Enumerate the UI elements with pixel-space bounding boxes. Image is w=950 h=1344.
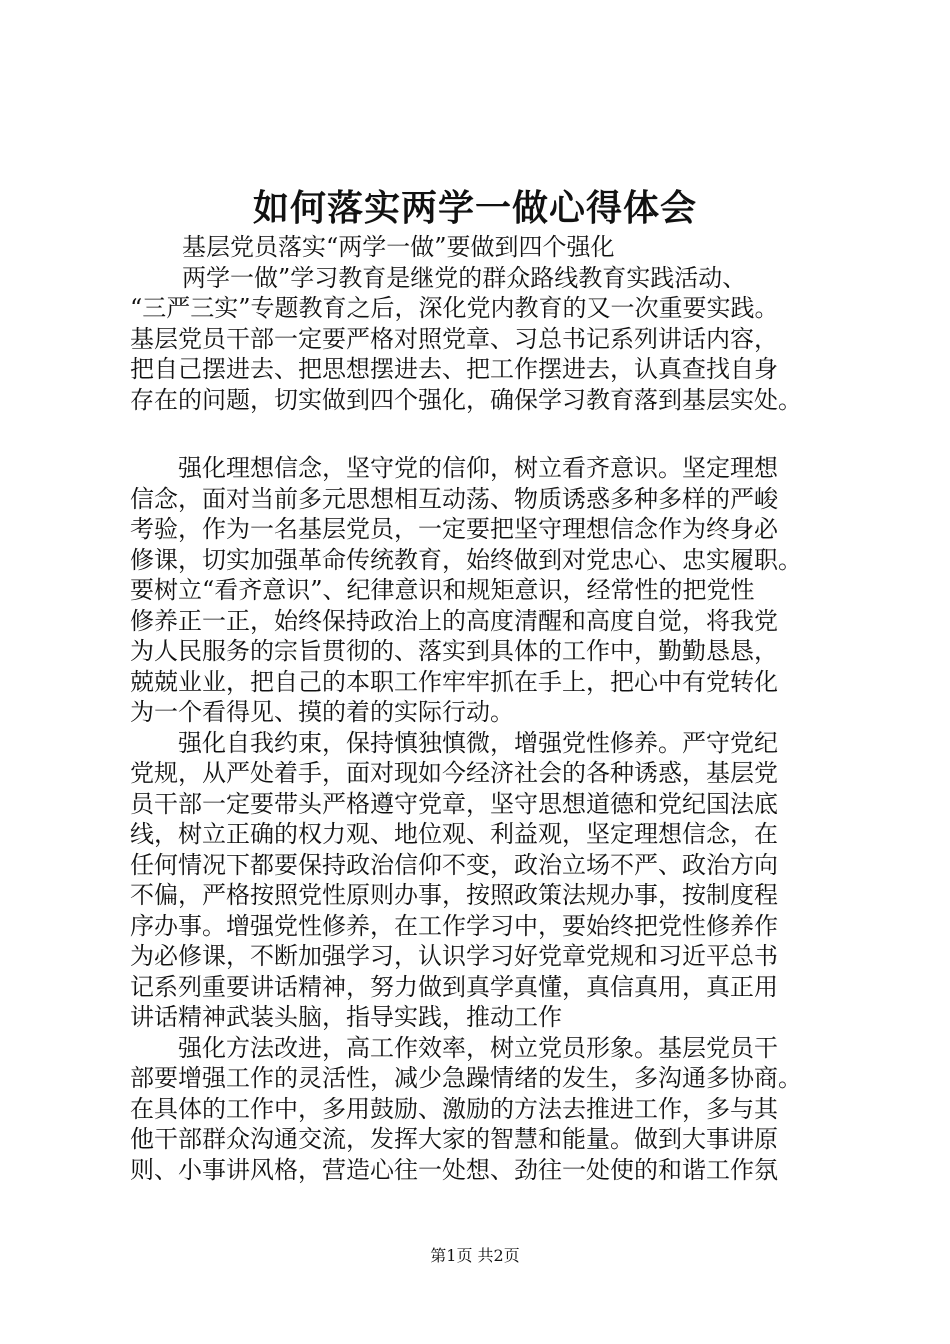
paragraph-line: 考验，作为一名基层党员，一定要把坚守理想信念作为终身必 (130, 515, 778, 543)
paragraph-line: 不偏，严格按照党性原则办事，按照政策法规办事，按制度程 (130, 881, 778, 909)
paragraph-line: 存在的问题，切实做到四个强化，确保学习教育落到基层实处。 (130, 385, 802, 414)
paragraph-line: 修养正一正，始终保持政治上的高度清醒和高度自觉，将我党 (130, 606, 778, 635)
paragraph-line: “三严三实”专题教育之后，深化党内教育的又一次重要实践。 (130, 294, 779, 322)
paragraph-line: 强化理想信念，坚守党的信仰，树立看齐意识。坚定理想 (178, 454, 778, 482)
paragraph-line: 为一个看得见、摸的着的实际行动。 (130, 698, 514, 726)
paragraph-line: 任何情况下都要保持政治信仰不变，政治立场不严、政治方向 (130, 850, 778, 879)
paragraph-line: 为必修课，不断加强学习，认识学习好党章党规和习近平总书 (130, 942, 778, 970)
paragraph-line: 为人民服务的宗旨贯彻的、落实到具体的工作中，勤勤恳恳， (130, 637, 778, 665)
paragraph-line: 记系列重要讲话精神，努力做到真学真懂，真信真用，真正用 (130, 972, 778, 1001)
paragraph-line: 员干部一定要带头严格遵守党章，坚守思想道德和党纪国法底 (130, 789, 778, 818)
paragraph-line: 把自己摆进去、把思想摆进去、把工作摆进去，认真查找自身 (130, 355, 778, 383)
paragraph-line: 线，树立正确的权力观、地位观、利益观，坚定理想信念，在 (130, 820, 778, 848)
paragraph-line: 讲话精神武装头脑，指导实践，推动工作 (130, 1003, 562, 1031)
section-heading: 基层党员落实“两学一做”要做到四个强化 (182, 233, 615, 261)
page-footer: 第1页 共2页 (430, 1246, 520, 1265)
paragraph-line: 兢兢业业，把自己的本职工作牢牢抓在手上，把心中有党转化 (130, 667, 778, 696)
paragraph-line: 要树立“看齐意识”、纪律意识和规矩意识，经常性的把党性 (130, 576, 755, 604)
paragraph-line: 修课，切实加强革命传统教育，始终做到对党忠心、忠实履职。 (130, 545, 802, 574)
paragraph-line: 两学一做”学习教育是继党的群众路线教育实践活动、 (182, 263, 747, 292)
paragraph-line: 部要增强工作的灵活性，减少急躁情绪的发生，多沟通多协商。 (130, 1064, 802, 1092)
paragraph-line: 序办事。增强党性修养，在工作学习中，要始终把党性修养作 (130, 911, 778, 940)
paragraph-line: 他干部群众沟通交流，发挥大家的智慧和能量。做到大事讲原 (130, 1125, 778, 1153)
document-body (130, 232, 850, 1185)
document-title: 如何落实两学一做心得体会 (252, 187, 697, 229)
paragraph-line: 强化自我约束，保持慎独慎微，增强党性修养。严守党纪 (178, 728, 778, 757)
paragraph-line: 基层党员干部一定要严格对照党章、习总书记系列讲话内容， (130, 324, 778, 353)
paragraph-line: 强化方法改进，高工作效率，树立党员形象。基层党员干 (178, 1033, 778, 1062)
paragraph-line: 在具体的工作中，多用鼓励、激励的方法去推进工作，多与其 (130, 1094, 778, 1123)
paragraph-line: 党规，从严处着手，面对现如今经济社会的各种诱惑，基层党 (130, 759, 778, 787)
paragraph-spacer (130, 415, 850, 453)
paragraph-line: 则、小事讲风格，营造心往一处想、劲往一处使的和谐工作氛 (130, 1155, 778, 1184)
paragraph-line: 信念，面对当前多元思想相互动荡、物质诱惑多种多样的严峻 (130, 484, 778, 513)
